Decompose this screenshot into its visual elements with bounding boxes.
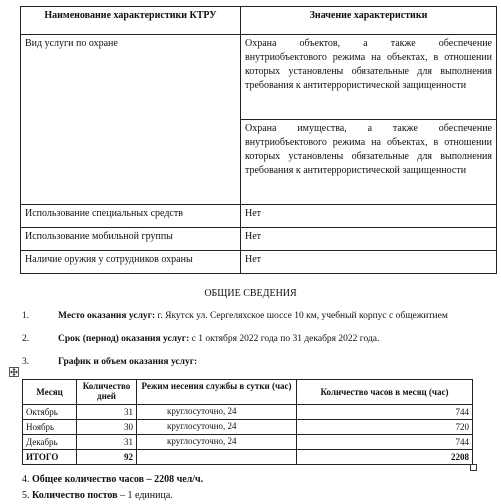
ktru-row-mobile-group <box>21 228 497 251</box>
table-row <box>23 435 473 450</box>
list-item-number: 1. <box>22 311 30 321</box>
list-item-label: Срок (период) оказания услуг: <box>58 334 190 344</box>
footer-item-label: Общее количество часов – 2208 чел/ч. <box>32 474 204 485</box>
ktru-header-value: Значение характеристики <box>241 7 497 35</box>
schedule-hours: 720 <box>297 420 473 435</box>
schedule-total-label: ИТОГО <box>23 450 77 465</box>
ktru-row-name: Наличие оружия у сотрудников охраны <box>21 251 241 274</box>
schedule-month: Октябрь <box>23 405 77 420</box>
schedule-total-days: 92 <box>77 450 137 465</box>
list-item-number: 3. <box>22 357 30 367</box>
schedule-total-hours: 2208 <box>297 450 473 465</box>
ktru-header-name: Наименование характеристики КТРУ <box>21 7 241 35</box>
list-item <box>22 311 448 321</box>
schedule-header-hours: Количество часов в месяц (час) <box>297 380 473 405</box>
schedule-mode: круглосуточно, 24 <box>137 435 297 450</box>
ktru-row-name: Вид услуги по охране <box>21 35 241 205</box>
table-row <box>23 420 473 435</box>
ktru-row-value: Нет <box>241 205 497 228</box>
schedule-month: Декабрь <box>23 435 77 450</box>
schedule-days: 30 <box>77 420 137 435</box>
ktru-table <box>20 6 497 274</box>
list-item-text: г. Якутск ул. Сергеляхское шоссе 10 км, учебный корпус с общежитием <box>155 311 448 321</box>
ktru-row-weapons <box>21 251 497 274</box>
ktru-row-value: Нет <box>241 251 497 274</box>
schedule-days: 31 <box>77 405 137 420</box>
ktru-row-value: Нет <box>241 228 497 251</box>
schedule-days: 31 <box>77 435 137 450</box>
footer-item-label: Количество постов <box>32 490 118 501</box>
schedule-total-mode <box>137 450 297 465</box>
schedule-header-month: Месяц <box>23 380 77 405</box>
list-item-text: с 1 октября 2022 года по 31 декабря 2022 года. <box>189 334 380 344</box>
schedule-total-row <box>23 450 473 465</box>
list-item <box>22 334 379 344</box>
list-item-number: 2. <box>22 334 30 344</box>
schedule-header-row <box>23 380 473 405</box>
list-item <box>22 357 197 367</box>
table-resize-handle[interactable] <box>470 464 477 471</box>
footer-item-number: 4. <box>22 474 32 485</box>
ktru-row-value: Охрана объектов, а также обеспечение внутриобъектового режима на объектах, в отношении которых установлены обязательные для выполнения требования к антитеррористической защищенности <box>241 35 497 120</box>
footer-item-total-hours <box>22 474 203 485</box>
table-row <box>23 405 473 420</box>
list-item-label: График и объем оказания услуг: <box>58 357 198 367</box>
ktru-row-name: Использование мобильной группы <box>21 228 241 251</box>
footer-item-posts <box>22 490 173 501</box>
schedule-mode: круглосуточно, 24 <box>137 420 297 435</box>
list-item-label: Место оказания услуг: <box>58 311 156 321</box>
ktru-row-value: Охрана имущества, а также обеспечение внутриобъектового режима на объектах, в отношении которых установлены обязательные для выполнения требования к антитеррористической защищенности <box>241 120 497 205</box>
ktru-header-row <box>21 7 497 35</box>
footer-item-text: – 1 единица. <box>117 490 173 501</box>
ktru-row-name: Использование специальных средств <box>21 205 241 228</box>
section-title: ОБЩИЕ СВЕДЕНИЯ <box>204 288 297 299</box>
schedule-hours: 744 <box>297 435 473 450</box>
schedule-table <box>22 379 473 465</box>
footer-item-number: 5. <box>22 490 32 501</box>
schedule-header-mode: Режим несения службы в сутки (час) <box>137 380 297 405</box>
schedule-mode: круглосуточно, 24 <box>137 405 297 420</box>
schedule-hours: 744 <box>297 405 473 420</box>
move-cross-icon[interactable] <box>9 367 19 377</box>
schedule-month: Ноябрь <box>23 420 77 435</box>
ktru-row-service-type <box>21 35 497 120</box>
schedule-header-days: Количество дней <box>77 380 137 405</box>
ktru-row-special-means <box>21 205 497 228</box>
